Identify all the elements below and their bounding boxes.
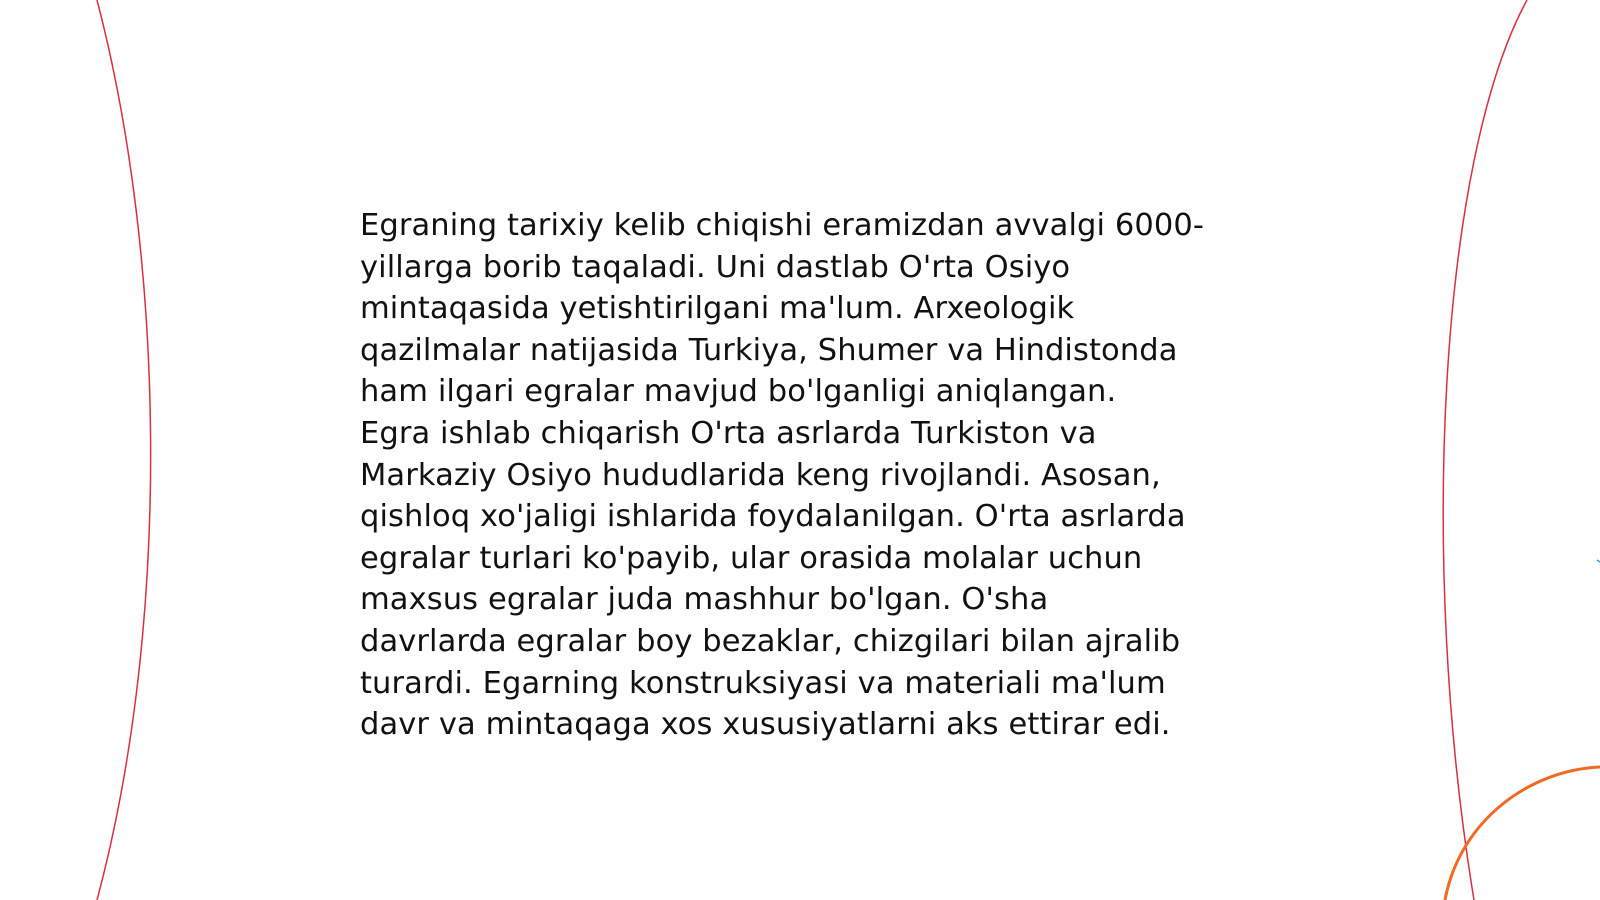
left-curve-line — [97, 0, 151, 900]
right-curve-line — [1443, 0, 1527, 900]
orange-arc — [1445, 767, 1600, 900]
body-paragraph: Egraning tarixiy kelib chiqishi eramizdan avvalgi 6000- yillarga borib taqaladi. Uni dastlab O'rta Osiyo mintaqasida yetishtirilgani ma'lum. Arxeologik qazilmalar natijasida Turkiya, Shumer va Hindistonda ham ilgari egralar mavjud bo'lganligi aniqlangan. Egra ishlab chiqarish O'rta asrlarda Turkiston va Markaziy Osiyo hududlarida keng rivojlandi. Asosan, qishloq xo'jaligi ishlarida foydalanilgan. O'rta asrlarda egralar turlari ko'payib, ular orasida molalar uchun maxsus egralar juda mashhur bo'lgan. O'sha davrlarda egralar boy bezaklar, chizgilari bilan ajralib turardi. Egarning konstruksiyasi va materiali ma'lum davr va mintaqaga xos xususiyatlarni aks ettirar edi. — [360, 208, 1204, 743]
